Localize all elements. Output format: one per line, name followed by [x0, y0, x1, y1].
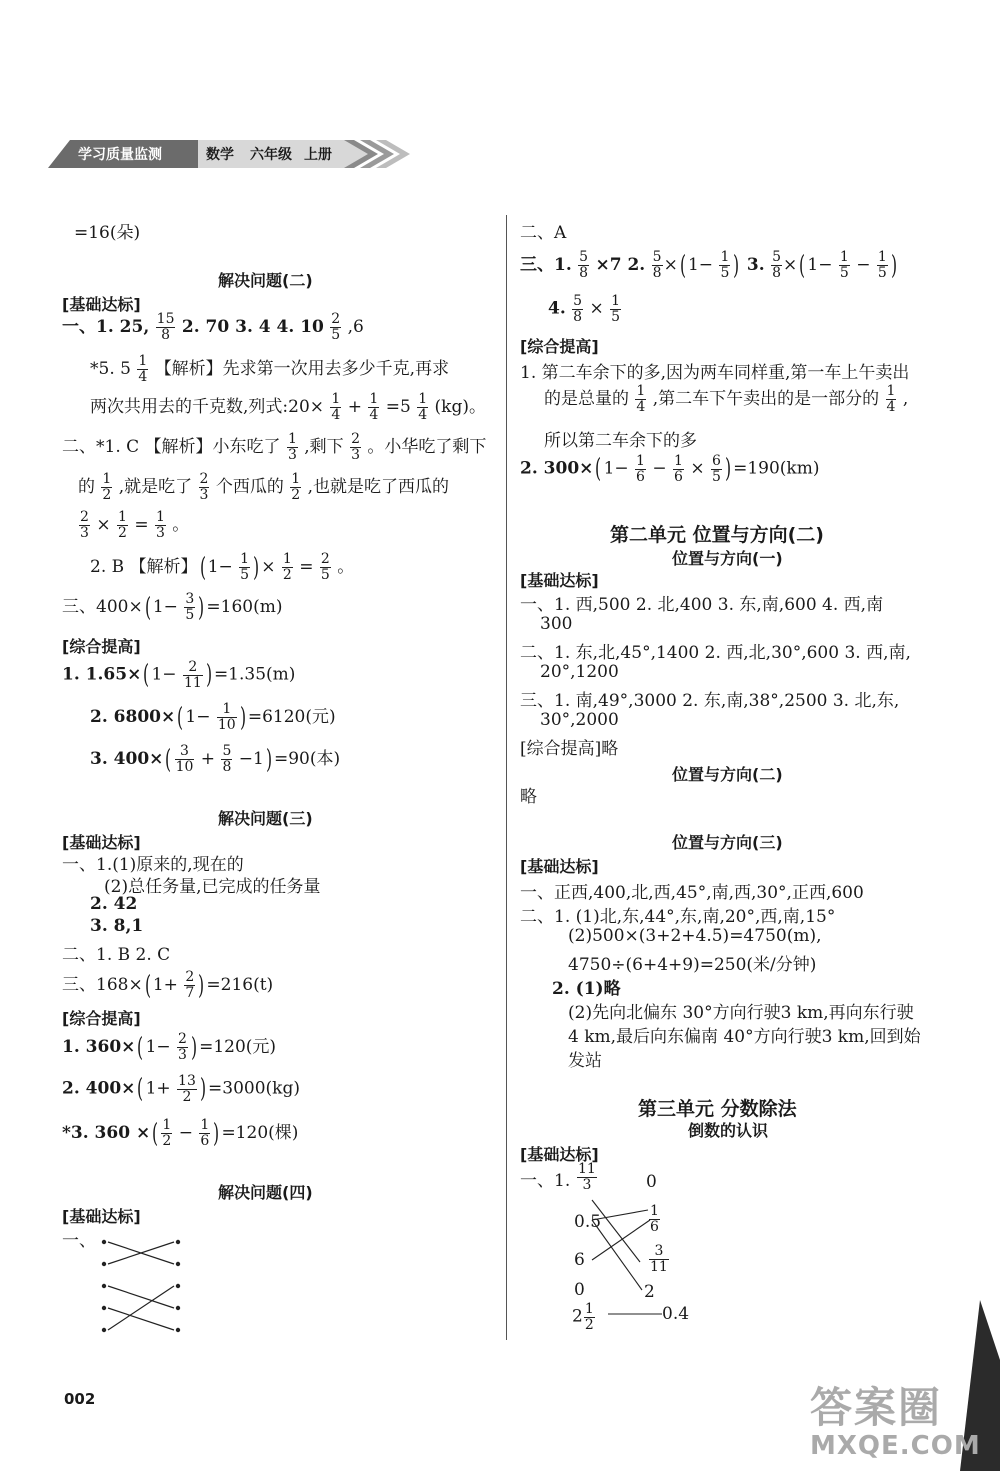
- fraction: $\frac{2}{11}$: [183, 659, 202, 691]
- answer-line: 二、1. (1)北,东,44°,东,南,20°,西,南,15°: [520, 907, 836, 927]
- answer-line: 一、正西,400,北,西,45°,南,西,30°,正西,600: [520, 883, 864, 903]
- fraction: $\frac{5}{8}$: [579, 249, 589, 281]
- answer-text: 的是总量的: [544, 389, 629, 409]
- section-title-position-1: 位置与方向(一): [672, 549, 783, 568]
- answer-text: =: [134, 515, 149, 535]
- fraction: $\frac{1}{4}$: [138, 353, 148, 385]
- answer-line: *3. 360 ×( $\frac{1}{2}$ − $\frac{1}{6}$ ) =120(棵): [62, 1117, 299, 1149]
- fraction: $\frac{1}{3}$: [155, 509, 165, 541]
- column-divider: [506, 215, 507, 1340]
- answer-line: [548, 294, 622, 324]
- answer-text: =3000(kg): [208, 1078, 300, 1099]
- header-volume: 上册: [304, 147, 332, 163]
- watermark-line-2: MXQE.COM: [810, 1431, 981, 1461]
- fraction: $\frac{1}{2}$: [162, 1117, 172, 1149]
- answer-text: ×: [783, 255, 798, 275]
- answer-text: *3. 360 ×: [62, 1123, 151, 1143]
- header-grade: 六年级: [250, 147, 292, 163]
- answer-text: ×: [690, 458, 705, 479]
- tag-basic: [基础达标]: [62, 833, 141, 852]
- match-left-11-3: $\frac{11}{3}$: [578, 1161, 596, 1193]
- answer-line: [62, 312, 364, 343]
- answer-line: [综合提高]略: [520, 739, 619, 759]
- fraction: $\frac{2}{3}$: [80, 509, 89, 541]
- answer-line: 三、400×( 1− $\frac{3}{5}$ ) =160(m): [62, 591, 283, 623]
- answer-line: 20°,1200: [540, 662, 619, 682]
- fraction: $\frac{1}{4}$: [636, 383, 646, 415]
- answer-text: 3.: [746, 255, 765, 275]
- match-right-3-11: $\frac{3}{11}$: [650, 1243, 668, 1275]
- answer-text: 三、400×: [62, 597, 143, 617]
- fraction: $\frac{2}{7}$: [185, 969, 195, 1001]
- answer-text: =120(元): [199, 1037, 277, 1057]
- answer-text: 2. 6800×: [90, 707, 176, 727]
- answer-text: 三、168×: [62, 975, 143, 995]
- match-left-0-5: 0.5: [574, 1212, 602, 1232]
- answer-line: (2)500×(3+2+4.5)=4750(m),: [568, 926, 822, 946]
- answer-line: [78, 510, 189, 541]
- answer-line: 2. 300×( 1− $\frac{1}{6}$ − $\frac{1}{6}$ × $\frac{6}{5}$ ) =190(km): [520, 453, 820, 485]
- answer-line: =16(朵): [74, 223, 141, 243]
- answer-text: 1−: [207, 557, 233, 577]
- unit-3-title: 第三单元 分数除法: [638, 1098, 797, 1120]
- answer-text: −: [652, 458, 667, 479]
- answer-line: [78, 472, 449, 503]
- answer-text: 1−: [687, 255, 714, 275]
- answer-text: ×7 2.: [595, 255, 646, 275]
- section-title-position-3: 位置与方向(三): [672, 833, 783, 852]
- answer-text: −1: [238, 749, 264, 769]
- match-right-2: 2: [644, 1282, 655, 1302]
- answer-text: ,6: [347, 317, 364, 337]
- fraction: $\frac{1}{6}$: [200, 1117, 210, 1149]
- fraction: $\frac{5}{8}$: [222, 743, 232, 775]
- answer-line: 4 km,最后向东偏南 40°方向行驶3 km,回到始: [568, 1027, 921, 1047]
- answer-text: 的: [78, 477, 95, 497]
- answer-line: 300: [540, 614, 573, 634]
- answer-line: 三、168×( 1+ $\frac{2}{7}$ ) =216(t): [62, 969, 274, 1001]
- answer-text: +: [200, 749, 216, 769]
- answer-line: 所以第二车余下的多: [544, 431, 697, 451]
- answer-line: (2)总任务量,已完成的任务量: [104, 877, 321, 897]
- tag-basic: [基础达标]: [62, 1207, 141, 1226]
- answer-line: 30°,2000: [540, 710, 619, 730]
- answer-line: 1. 第二车余下的多,因为两车同样重,第一车上午卖出: [520, 363, 910, 383]
- unit-2-title: 第二单元 位置与方向(二): [610, 524, 824, 546]
- section-title-reciprocal: 倒数的认识: [688, 1121, 769, 1140]
- answer-text: 。: [172, 515, 190, 535]
- tag-basic: [基础达标]: [520, 571, 599, 590]
- fraction: $\frac{1}{5}$: [720, 249, 730, 281]
- answer-text: 2. B 【解析】: [90, 557, 198, 577]
- answer-text: (kg)。: [434, 397, 486, 417]
- match-left-0: 0: [574, 1280, 585, 1300]
- header-subject: 数学: [206, 147, 234, 163]
- fraction: $\frac{1}{4}$: [369, 391, 379, 423]
- answer-text: ,就是吃了: [118, 477, 193, 497]
- answer-text: 1−: [185, 707, 211, 727]
- answer-text: ,第二车下午卖出的是一部分的: [652, 389, 880, 409]
- answer-text: =1.35(m): [213, 664, 296, 685]
- answer-line: [62, 432, 486, 463]
- answer-line: 三、1. 南,49°,3000 2. 东,南,38°,2500 3. 北,东,: [520, 691, 900, 711]
- answer-text: 4.: [548, 298, 566, 319]
- answer-text: =90(本): [274, 749, 341, 769]
- tag-comprehensive: [综合提高]: [62, 1009, 141, 1028]
- answer-text: 三、1.: [520, 255, 572, 275]
- answer-text: 1. 360×: [62, 1037, 136, 1057]
- fraction: $\frac{3}{10}$: [175, 743, 194, 775]
- answer-text: 两次共用去的千克数,列式:20×: [90, 397, 325, 417]
- answer-text: 。小华吃了剩下: [367, 437, 487, 457]
- answer-line: 2. (1)略: [552, 979, 621, 999]
- answer-text: 个西瓜的: [215, 477, 284, 497]
- answer-text: 二、*1. C 【解析】小东吃了: [62, 437, 281, 457]
- answer-text: 。: [337, 557, 355, 577]
- answer-text: ,也就是吃了西瓜的: [307, 477, 450, 497]
- answer-text: 一、1. 25,: [62, 317, 150, 337]
- page-number: 002: [64, 1390, 96, 1408]
- section-title-problems-4: 解决问题(四): [218, 1183, 313, 1202]
- answer-text: =120(棵): [221, 1123, 299, 1143]
- fraction: $\frac{1}{5}$: [611, 293, 621, 325]
- answer-text: ×: [96, 515, 111, 535]
- answer-text: 1. 1.65×: [62, 664, 142, 685]
- fraction: $\frac{1}{5}$: [240, 551, 250, 583]
- header-series-label: 学习质量监测: [78, 147, 162, 163]
- fraction: $\frac{2}{3}$: [351, 431, 361, 463]
- fraction: $\frac{1}{2}$: [102, 471, 112, 503]
- answer-text: ,剩下: [304, 437, 344, 457]
- answer-text: *5. 5: [90, 359, 131, 379]
- fraction: $\frac{5}{8}$: [652, 249, 662, 281]
- match-left-2-1-2: 2 $\frac{1}{2}$: [572, 1301, 594, 1333]
- section-title-problems-3: 解决问题(三): [218, 809, 313, 828]
- answer-text: ×: [663, 255, 678, 275]
- answer-text: 3. 400×: [90, 749, 164, 769]
- answer-line: 略: [520, 787, 537, 807]
- fraction: $\frac{1}{4}$: [418, 391, 428, 423]
- answer-line: 二、A: [520, 223, 567, 243]
- fraction: $\frac{5}{8}$: [573, 293, 583, 325]
- answer-text: 1−: [151, 664, 177, 685]
- answer-text: ×: [589, 298, 604, 319]
- fraction: $\frac{3}{5}$: [185, 591, 195, 623]
- answer-text: 2. 400×: [62, 1078, 136, 1099]
- answer-line: 一、: [62, 1231, 96, 1251]
- answer-text: =216(t): [206, 975, 274, 995]
- fraction: $\frac{1}{6}$: [674, 453, 683, 485]
- answer-text: 1−: [807, 255, 833, 275]
- fraction: $\frac{2}{5}$: [320, 551, 330, 583]
- answer-line: 三、1. $\frac{5}{8}$ ×7 2. $\frac{5}{8}$ ×( 1− $\frac{1}{5}$ ) 3. $\frac{5}{8}$ ×( 1− $\frac{1}{5}$ − $\frac{1}{5}$ ): [520, 249, 897, 281]
- answer-line: [544, 384, 908, 415]
- section-title-position-2: 位置与方向(二): [672, 765, 783, 784]
- answer-line: 2. 42: [90, 894, 138, 914]
- answer-text: 2. 300×: [520, 458, 594, 479]
- answer-line: 二、1. B 2. C: [62, 945, 171, 965]
- answer-line: 一、1.(1)原来的,现在的: [62, 855, 244, 875]
- answer-text: =5: [385, 397, 411, 417]
- answer-text: 1−: [152, 597, 178, 617]
- answer-line: (2)先向北偏东 30°方向行驶3 km,再向东行驶: [568, 1003, 914, 1023]
- tag-basic: [基础达标]: [520, 1145, 599, 1164]
- answer-line: [90, 392, 486, 423]
- answer-line: 3. 8,1: [90, 916, 144, 936]
- answer-text: +: [347, 397, 362, 417]
- tag-comprehensive: [综合提高]: [520, 337, 599, 356]
- fraction: $\frac{15}{8}$: [156, 311, 175, 343]
- answer-text: =160(m): [206, 597, 283, 617]
- answer-line: 2. 400×( 1+ $\frac{13}{2}$ ) =3000(kg): [62, 1073, 300, 1105]
- fraction: $\frac{1}{3}$: [287, 431, 297, 463]
- fraction: $\frac{2}{5}$: [331, 311, 341, 343]
- fraction: $\frac{1}{10}$: [217, 701, 236, 733]
- book-header-banner: [48, 138, 410, 170]
- fraction: $\frac{1}{2}$: [117, 509, 127, 541]
- answer-line: [90, 354, 449, 385]
- match-right-1-6: $\frac{1}{6}$: [650, 1203, 659, 1235]
- fraction: $\frac{1}{4}$: [886, 383, 896, 415]
- tag-basic: [基础达标]: [520, 857, 599, 876]
- answer-text: 1+: [152, 975, 178, 995]
- fraction: $\frac{1}{2}$: [291, 471, 301, 503]
- answer-line: 二、1. 东,北,45°,1400 2. 西,北,30°,600 3. 西,南,: [520, 643, 911, 663]
- answer-line: 发站: [568, 1051, 602, 1071]
- match-right-0-4: 0.4: [662, 1304, 690, 1324]
- fraction: $\frac{1}{4}$: [331, 391, 341, 423]
- matching-dots-diagram: [96, 1230, 186, 1340]
- watermark-line-1: 答案圈: [810, 1383, 943, 1432]
- fraction: $\frac{6}{5}$: [712, 453, 721, 485]
- answer-line: 3. 400×( $\frac{3}{10}$ + $\frac{5}{8}$ −1) =90(本): [90, 743, 341, 775]
- answer-line: 2. B 【解析】( 1− $\frac{1}{5}$ ) × $\frac{1}{2}$ = $\frac{2}{5}$ 。: [90, 551, 355, 583]
- watermark: [810, 1375, 981, 1461]
- answer-line: 1. 1.65×( 1− $\frac{2}{11}$ ) =1.35(m): [62, 659, 296, 691]
- answer-text: 2. 70 3. 4 4. 10: [181, 317, 324, 337]
- answer-text: ,: [902, 389, 909, 409]
- answer-line: 一、1.: [520, 1171, 571, 1191]
- answer-text: −: [178, 1123, 193, 1143]
- fraction: $\frac{2}{3}$: [199, 471, 209, 503]
- fraction: $\frac{1}{5}$: [839, 249, 849, 281]
- answer-line: 一、1. 西,500 2. 北,400 3. 东,南,600 4. 西,南: [520, 595, 884, 615]
- answer-line: 1. 360×( 1− $\frac{2}{3}$ ) =120(元): [62, 1031, 277, 1063]
- fraction: $\frac{2}{3}$: [178, 1031, 187, 1063]
- fraction: $\frac{1}{2}$: [282, 551, 292, 583]
- answer-line: 4750÷(6+4+9)=250(米/分钟): [568, 955, 817, 975]
- answer-text: =6120(元): [247, 707, 336, 727]
- match-left-6: 6: [574, 1250, 585, 1270]
- answer-text: 1+: [145, 1078, 171, 1099]
- answer-text: =190(km): [733, 458, 820, 479]
- fraction: $\frac{1}{5}$: [877, 249, 887, 281]
- fraction: $\frac{13}{2}$: [178, 1073, 196, 1105]
- answer-line: 2. 6800×( 1− $\frac{1}{10}$ ) =6120(元): [90, 701, 336, 733]
- answer-text: 【解析】先求第一次用去多少千克,再求: [154, 359, 450, 379]
- tag-basic: [基础达标]: [62, 295, 141, 314]
- fraction: $\frac{1}{6}$: [636, 453, 645, 485]
- answer-text: =: [299, 557, 314, 577]
- answer-text: −: [856, 255, 871, 275]
- match-right-0: 0: [646, 1172, 657, 1192]
- tag-comprehensive: [综合提高]: [62, 637, 141, 656]
- answer-text: 1−: [145, 1037, 171, 1057]
- section-title-problems-2: 解决问题(二): [218, 271, 313, 290]
- reciprocal-matching-diagram: [570, 1162, 690, 1342]
- answer-text: 1−: [603, 458, 629, 479]
- fraction: $\frac{5}{8}$: [772, 249, 781, 281]
- answer-text: ×: [261, 557, 276, 577]
